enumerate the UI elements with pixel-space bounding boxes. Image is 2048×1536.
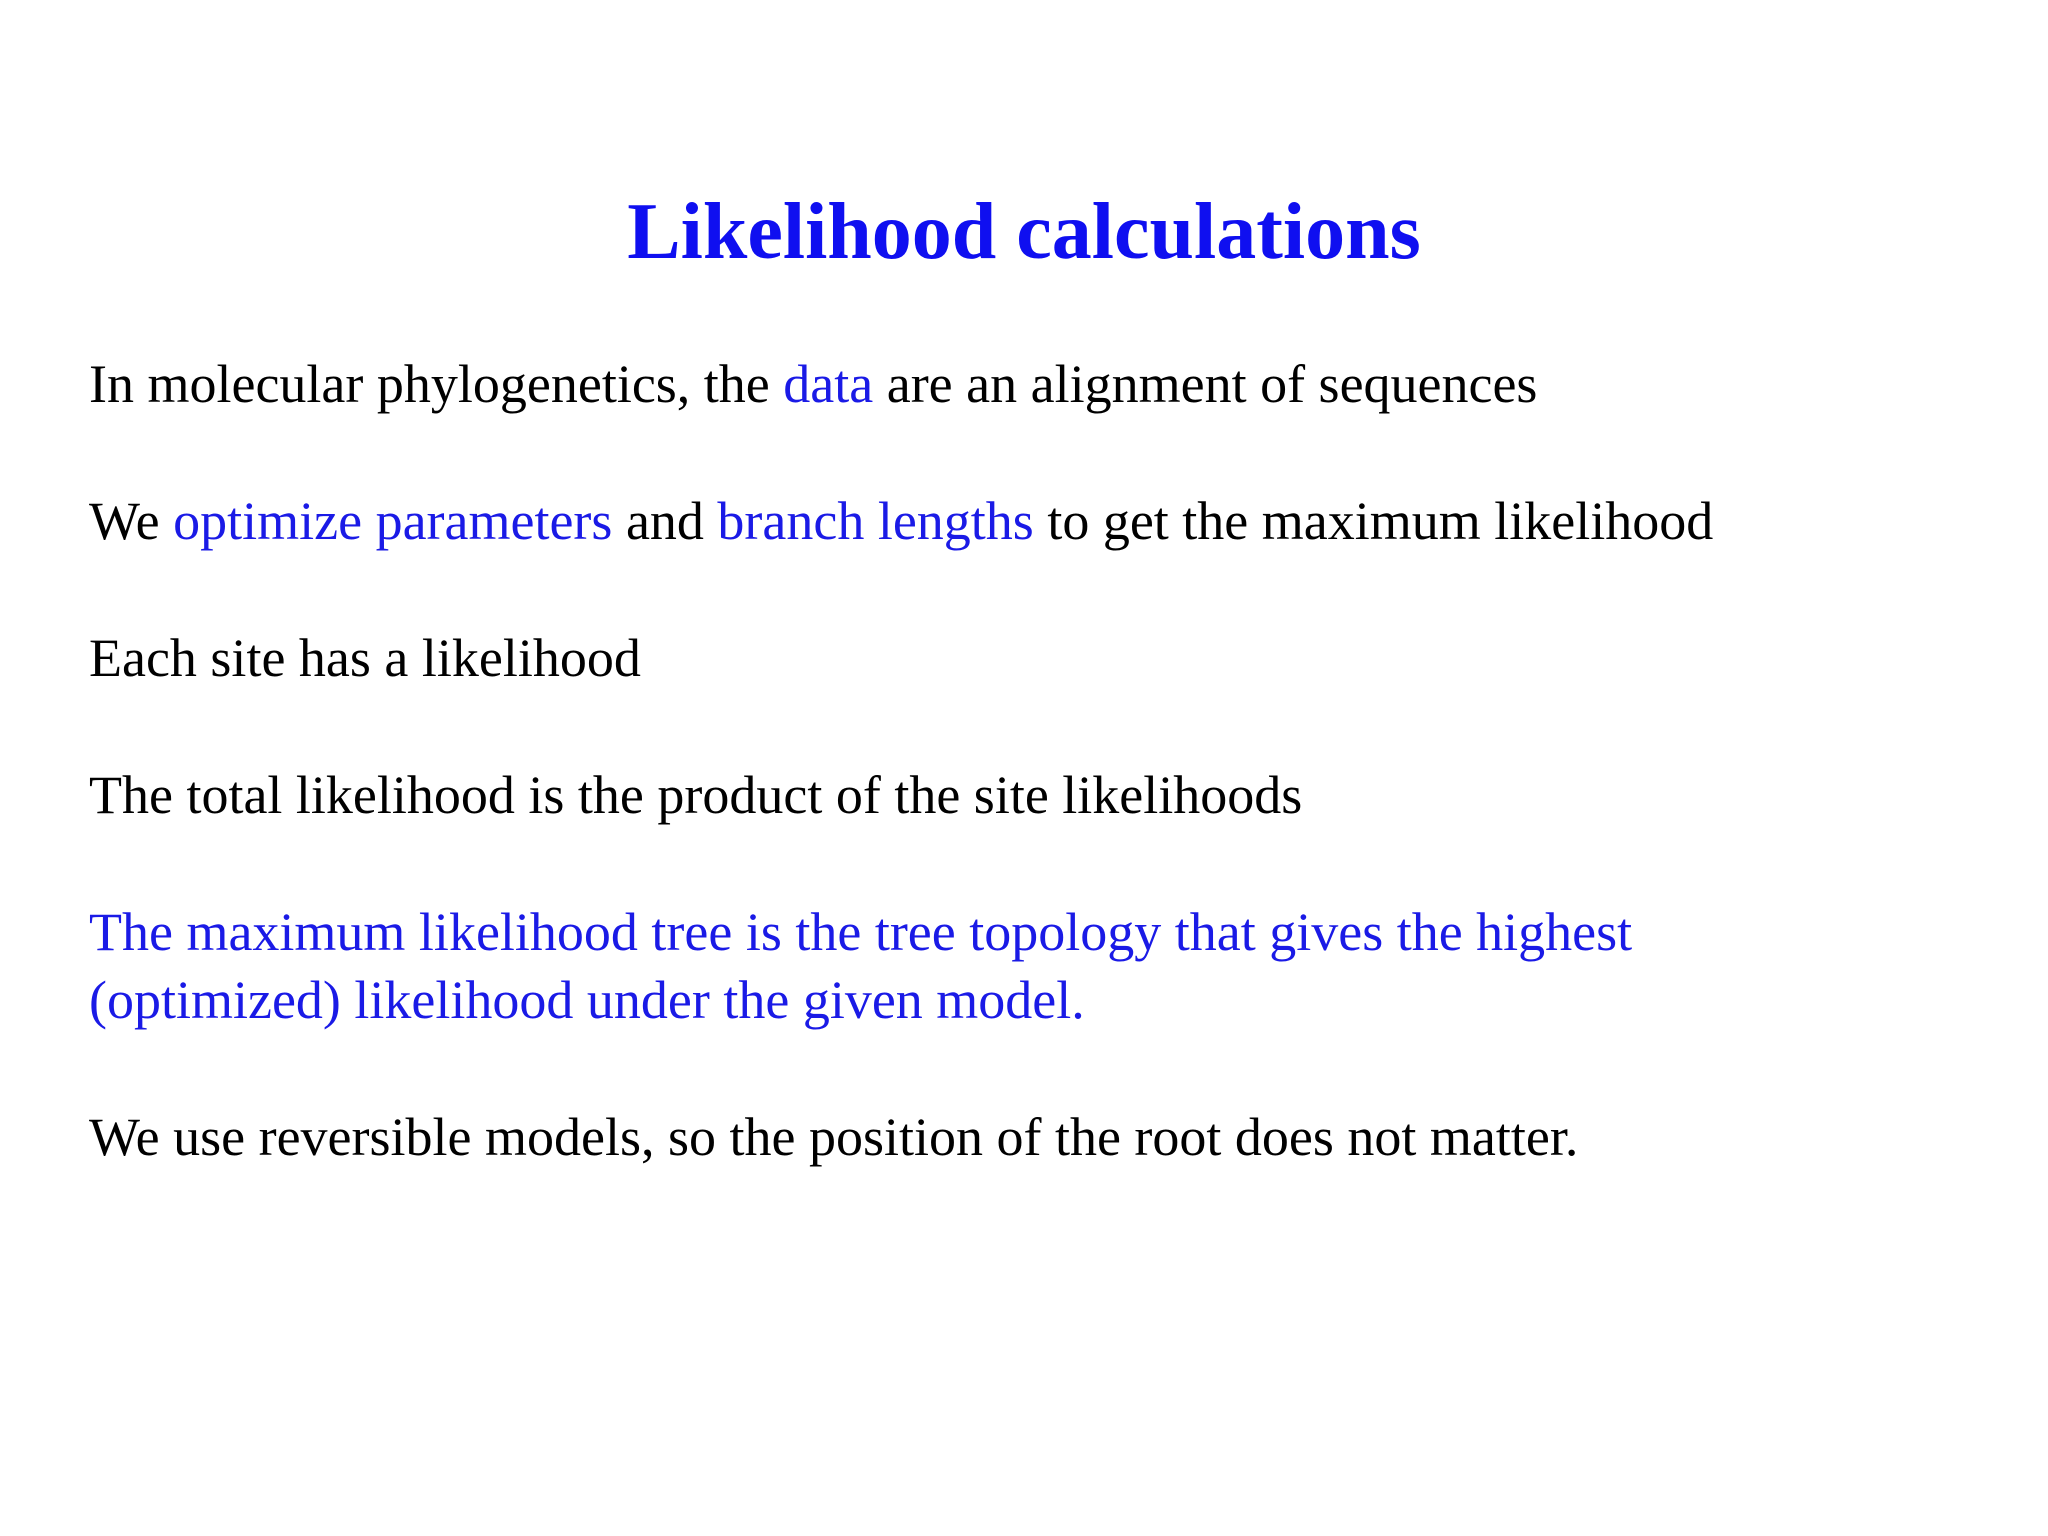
text-line-optimize xyxy=(89,487,1713,555)
text-line-total-likelihood: The total likelihood is the product of the site likelihoods xyxy=(89,765,1303,825)
text-line-site-likelihood: Each site has a likelihood xyxy=(89,628,641,688)
text-line-reversible-models: We use reversible models, so the position of the root does not matter. xyxy=(89,1107,1579,1167)
text-segment: In molecular phylogenetics, the xyxy=(89,354,784,414)
highlight-branch-lengths: branch lengths xyxy=(717,491,1034,551)
slide-title: Likelihood calculations xyxy=(627,188,1421,276)
highlight-optimize-parameters: optimize parameters xyxy=(173,491,613,551)
text-segment: We xyxy=(89,491,174,551)
text-segment: to get the maximum likelihood xyxy=(1033,491,1714,551)
highlight-data: data xyxy=(783,354,874,414)
text-segment: and xyxy=(612,491,718,551)
text-line-ml-tree-2: (optimized) likelihood under the given model. xyxy=(89,970,1085,1030)
text-segment: are an alignment of sequences xyxy=(873,354,1538,414)
text-line-ml-tree-1: The maximum likelihood tree is the tree topology that gives the highest xyxy=(89,902,1633,962)
text-line-data xyxy=(89,350,1537,418)
